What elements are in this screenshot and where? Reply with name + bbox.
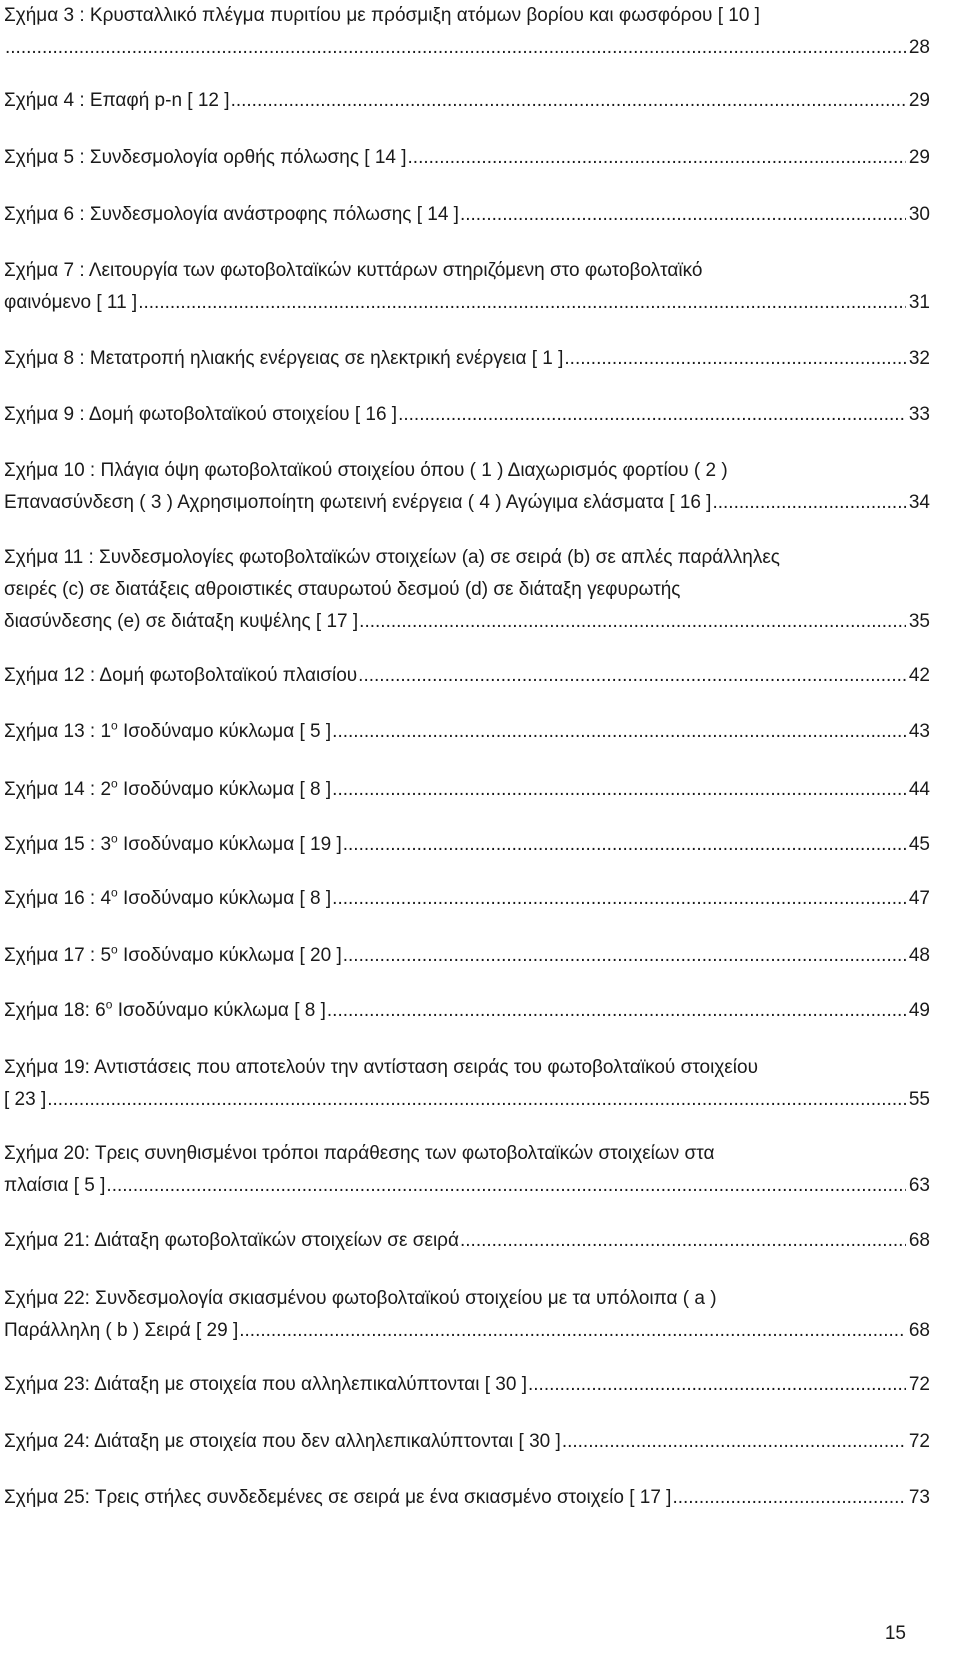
toc-entry[interactable] [4, 829, 930, 861]
toc-entry-title: Σχήμα 21: Διάταξη φωτοβολταϊκών στοιχείων σε σειρά [4, 1230, 459, 1251]
toc-entry-title [4, 716, 331, 748]
toc-entry-title-prefix: Σχήμα 13 : 1 [4, 721, 112, 742]
toc-entry-text-line: Σχήμα 22: Συνδεσμολογία σκιασμένου φωτοβολταϊκού στοιχείου με τα υπόλοιπα ( a ) [4, 1288, 717, 1309]
toc-entry-leader-line [4, 995, 930, 1027]
dot-leader [332, 774, 906, 806]
toc-entry[interactable] [4, 0, 930, 64]
dot-leader [359, 606, 906, 638]
toc-entry-title: [ 23 ] [4, 1089, 47, 1110]
toc-entry-page-number: 72 [908, 1374, 930, 1395]
toc-entry-page-number: 42 [908, 665, 930, 686]
toc-entry-leader-line [4, 1225, 930, 1257]
toc-entry[interactable] [4, 399, 930, 431]
toc-entry-leader-line [4, 142, 930, 174]
dot-leader [398, 399, 906, 431]
toc-entry[interactable] [4, 1482, 930, 1514]
dot-leader [408, 142, 906, 174]
toc-entry-title-rest: Ισοδύναμο κύκλωμα [ 20 ] [117, 945, 342, 966]
toc-entry[interactable] [4, 455, 930, 519]
toc-entry-leader-line [4, 343, 930, 375]
toc-entry-title: Σχήμα 25: Τρεις στήλες συνδεδεμένες σε σειρά με ένα σκιασμένο στοιχείο [ 17 ] [4, 1487, 672, 1508]
toc-entry[interactable] [4, 1426, 930, 1458]
toc-entry-leader-line [4, 1369, 930, 1401]
toc-entry-text-line: Σχήμα 19: Αντιστάσεις που αποτελούν την αντίσταση σειράς του φωτοβολταϊκού στοιχείου [4, 1057, 758, 1078]
dot-leader [528, 1369, 906, 1401]
toc-entry-page-number: 35 [908, 611, 930, 632]
toc-entry-title-prefix: Σχήμα 14 : 2 [4, 779, 112, 800]
ordinal-superscript: ο [105, 997, 113, 1012]
dot-leader [332, 716, 906, 748]
dot-leader [231, 85, 906, 117]
toc-entry-title: Σχήμα 6 : Συνδεσμολογία ανάστροφης πόλωσης [ 14 ] [4, 204, 459, 225]
toc-entry-title [4, 940, 342, 972]
toc-entry-title-rest: Ισοδύναμο κύκλωμα [ 19 ] [117, 834, 342, 855]
ordinal-superscript: ο [111, 831, 118, 846]
toc-entry[interactable] [4, 940, 930, 972]
toc-entry-page-number: 44 [908, 779, 930, 800]
toc-entry[interactable] [4, 1369, 930, 1401]
toc-entry-leader-line [4, 1426, 930, 1458]
page-number: 15 [884, 1623, 906, 1644]
toc-entry-leader-line [4, 774, 930, 806]
toc-entry-leader-line [4, 940, 930, 972]
toc-entry[interactable] [4, 716, 930, 748]
toc-entry-leader-line [4, 399, 930, 431]
toc-entry-title-prefix: Σχήμα 15 : 3 [4, 834, 112, 855]
toc-entry[interactable] [4, 883, 930, 915]
toc-entry-page-number: 30 [908, 204, 930, 225]
toc-entry[interactable] [4, 343, 930, 375]
toc-entry-text-line: σειρές (c) σε διατάξεις αθροιστικές σταυρωτού δεσμού (d) σε διάταξη γεφυρωτής [4, 579, 681, 600]
toc-entry-leader-line [4, 829, 930, 861]
toc-entry-text-line: Σχήμα 20: Τρεις συνηθισμένοι τρόποι παράθεσης των φωτοβολταϊκών στοιχείων στα [4, 1143, 715, 1164]
toc-entry-page-number: 28 [908, 37, 930, 58]
toc-entry[interactable] [4, 85, 930, 117]
dot-leader [343, 829, 906, 861]
toc-entry-leader-line [4, 85, 930, 117]
toc-entry-title: Παράλληλη ( b ) Σειρά [ 29 ] [4, 1320, 239, 1341]
ordinal-superscript: ο [111, 885, 118, 900]
toc-entry-page-number: 31 [908, 292, 930, 313]
dot-leader [564, 343, 905, 375]
toc-entry-leader-line [4, 660, 930, 692]
ordinal-superscript: ο [111, 718, 118, 733]
toc-entry-title-rest: Ισοδύναμο κύκλωμα [ 8 ] [117, 888, 332, 909]
dot-leader [106, 1170, 905, 1202]
toc-entry-leader-line [4, 1482, 930, 1514]
toc-entry-page-number: 43 [908, 721, 930, 742]
toc-entry-page-number: 29 [908, 147, 930, 168]
toc-entry-page-number: 29 [908, 90, 930, 111]
toc-entry-leader-line [4, 287, 930, 319]
toc-entry-page-number: 47 [908, 888, 930, 909]
toc-entry-leader-line [4, 1315, 930, 1347]
toc-entry-leader-line [4, 199, 930, 231]
toc-entry-title [4, 883, 331, 915]
toc-entry[interactable] [4, 660, 930, 692]
toc-entry-title [4, 829, 342, 861]
dot-leader [327, 995, 906, 1027]
toc-entry[interactable] [4, 199, 930, 231]
toc-entry-title-rest: Ισοδύναμο κύκλωμα [ 8 ] [112, 1000, 326, 1021]
dot-leader [358, 660, 906, 692]
toc-entry-leader-line [4, 32, 930, 64]
toc-entry-title: διασύνδεσης (e) σε διάταξη κυψέλης [ 17 ] [4, 611, 359, 632]
toc-entry-title: πλαίσια [ 5 ] [4, 1175, 106, 1196]
dot-leader [460, 1225, 906, 1257]
toc-entry-leader-line [4, 716, 930, 748]
toc-entry[interactable] [4, 774, 930, 806]
toc-entry[interactable] [4, 1283, 930, 1347]
toc-entry-title: Σχήμα 4 : Επαφή p-n [ 12 ] [4, 90, 230, 111]
dot-leader [332, 883, 906, 915]
toc-entry-text-line: Σχήμα 10 : Πλάγια όψη φωτοβολταϊκού στοιχείου όπου ( 1 ) Διαχωρισμός φορτίου ( 2 ) [4, 460, 728, 481]
dot-leader [712, 487, 905, 519]
toc-entry[interactable] [4, 1225, 930, 1257]
toc-entry-page-number: 72 [908, 1431, 930, 1452]
dot-leader [562, 1426, 906, 1458]
toc-entry-page-number: 68 [908, 1320, 930, 1341]
toc-entry-title: Σχήμα 23: Διάταξη με στοιχεία που αλληλεπικαλύπτονται [ 30 ] [4, 1374, 527, 1395]
toc-entry-leader-line [4, 883, 930, 915]
toc-entry-page-number: 63 [908, 1175, 930, 1196]
dot-leader [343, 940, 906, 972]
toc-entry-title-rest: Ισοδύναμο κύκλωμα [ 8 ] [117, 779, 332, 800]
toc-entry-leader-line [4, 1170, 930, 1202]
dot-leader [138, 287, 906, 319]
toc-entry-page-number: 68 [908, 1230, 930, 1251]
dot-leader [239, 1315, 906, 1347]
toc-entry[interactable] [4, 142, 930, 174]
toc-entry-title: Σχήμα 12 : Δομή φωτοβολταϊκού πλαισίου [4, 665, 358, 686]
toc-entry-page-number: 48 [908, 945, 930, 966]
toc-entry-title [4, 995, 326, 1027]
toc-entry[interactable] [4, 1052, 930, 1116]
dot-leader [460, 199, 906, 231]
toc-entry-title: Σχήμα 5 : Συνδεσμολογία ορθής πόλωσης [ 14 ] [4, 147, 407, 168]
toc-entry-title-prefix: Σχήμα 16 : 4 [4, 888, 112, 909]
dot-leader [5, 32, 906, 64]
toc-entry-page-number: 73 [908, 1487, 930, 1508]
toc-entry-text-line: Σχήμα 7 : Λειτουργία των φωτοβολταϊκών κυττάρων στηριζόμενη στο φωτοβολταϊκό [4, 260, 703, 281]
toc-entry-title-prefix: Σχήμα 18: 6 [4, 1000, 106, 1021]
toc-entry-leader-line [4, 606, 930, 638]
toc-entry[interactable] [4, 995, 930, 1027]
toc-entry-page-number: 49 [908, 1000, 930, 1021]
dot-leader [47, 1084, 906, 1116]
toc-entry-leader-line [4, 487, 930, 519]
toc-entry-title: Σχήμα 8 : Μετατροπή ηλιακής ενέργειας σε ηλεκτρική ενέργεια [ 1 ] [4, 348, 564, 369]
ordinal-superscript: ο [111, 942, 118, 957]
toc-entry-title-rest: Ισοδύναμο κύκλωμα [ 5 ] [117, 721, 332, 742]
toc-entry-title: Επανασύνδεση ( 3 ) Αχρησιμοποίητη φωτεινή ενέργεια ( 4 ) Αγώγιμα ελάσματα [ 16 ] [4, 492, 712, 513]
toc-entry[interactable] [4, 542, 930, 638]
toc-entry-text-line: Σχήμα 11 : Συνδεσμολογίες φωτοβολταϊκών στοιχείων (a) σε σειρά (b) σε απλές παράλληλες [4, 547, 780, 568]
toc-entry-page-number: 33 [908, 404, 930, 425]
toc-entry-title: Σχήμα 9 : Δομή φωτοβολταϊκού στοιχείου [ 16 ] [4, 404, 398, 425]
toc-entry-title [4, 774, 331, 806]
toc-entry-page-number: 55 [908, 1089, 930, 1110]
toc-entry-page-number: 34 [908, 492, 930, 513]
dot-leader [672, 1482, 905, 1514]
toc-entry[interactable] [4, 1138, 930, 1202]
toc-entry-text-line: Σχήμα 3 : Κρυσταλλικό πλέγμα πυριτίου με πρόσμιξη ατόμων βορίου και φωσφόρου [ 10 ] [4, 5, 760, 26]
toc-entry-title: Σχήμα 24: Διάταξη με στοιχεία που δεν αλληλεπικαλύπτονται [ 30 ] [4, 1431, 561, 1452]
ordinal-superscript: ο [111, 776, 118, 791]
toc-entry-leader-line [4, 1084, 930, 1116]
toc-entry-page-number: 32 [908, 348, 930, 369]
toc-entry-page-number: 45 [908, 834, 930, 855]
toc-entry[interactable] [4, 255, 930, 319]
toc-entry-title: φαινόμενο [ 11 ] [4, 292, 138, 313]
toc-entry-title-prefix: Σχήμα 17 : 5 [4, 945, 112, 966]
